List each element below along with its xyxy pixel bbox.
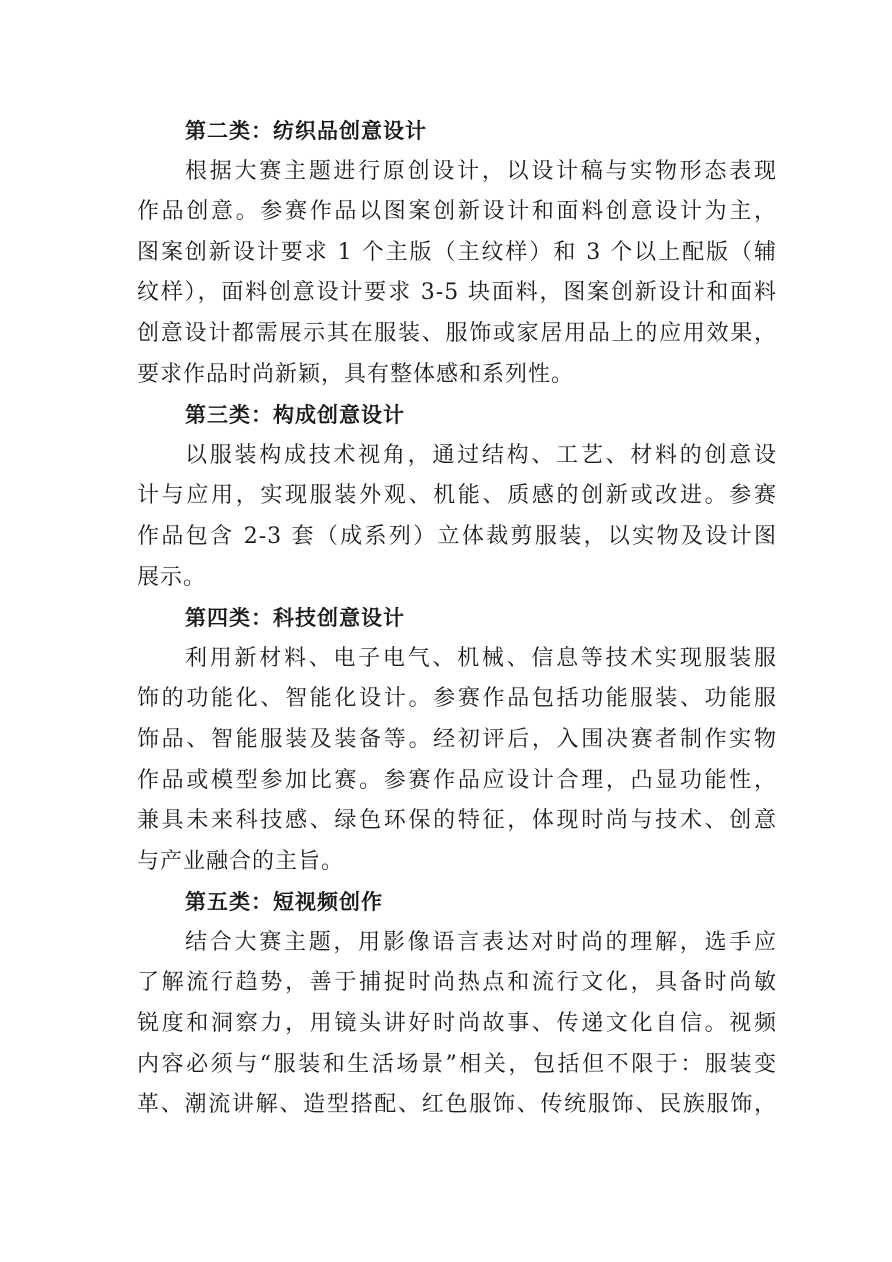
section-body-textile <box>137 152 777 396</box>
text-line: 要求作品时尚新颖，具有整体感和系列性。 <box>137 361 575 387</box>
text-line: 利用新材料、电子电气、机械、信息等技术实现服装服 <box>185 645 777 671</box>
section-heading-construction: 第三类：构成创意设计 <box>185 403 405 428</box>
section-heading-textile: 第二类：纺织品创意设计 <box>185 119 427 143</box>
text-line: 以服装构成技术视角，通过结构、工艺、材料的创意设 <box>185 442 777 468</box>
text-line: 作品创意。参赛作品以图案创新设计和面料创意设计为主， <box>137 199 777 225</box>
section-heading-tech: 第四类：科技创意设计 <box>185 606 405 631</box>
section-body-construction <box>137 436 777 598</box>
text-line: 作品或模型参加比赛。参赛作品应设计合理，凸显功能性， <box>137 767 777 793</box>
text-line: 展示。 <box>137 564 207 590</box>
section-heading-video: 第五类：短视频创作 <box>185 890 383 915</box>
text-line: 与产业融合的主旨。 <box>137 848 345 874</box>
section-body-video <box>137 923 777 1126</box>
text-line: 图案创新设计要求 1 个主版（主纹样）和 3 个以上配版（辅 <box>137 239 777 265</box>
text-line: 革、潮流讲解、造型搭配、红色服饰、传统服饰、民族服饰， <box>137 1092 777 1118</box>
section-body-tech <box>137 639 777 883</box>
text-line: 了解流行趋势，善于捕捉时尚热点和流行文化，具备时尚敏 <box>137 970 777 996</box>
document-body <box>137 111 777 1126</box>
text-line: 创意设计都需展示其在服装、服饰或家居用品上的应用效果， <box>137 320 777 346</box>
text-line: 内容必须与“服装和生活场景”相关，包括但不限于：服装变 <box>137 1051 777 1077</box>
text-line: 结合大赛主题，用影像语言表达对时尚的理解，选手应 <box>185 929 777 955</box>
text-line: 兼具未来科技感、绿色环保的特征，体现时尚与技术、创意 <box>137 808 777 834</box>
text-line: 作品包含 2-3 套（成系列）立体裁剪服装，以实物及设计图 <box>137 523 777 549</box>
text-line: 纹样），面料创意设计要求 3-5 块面料，图案创新设计和面料 <box>137 280 777 306</box>
text-line: 饰品、智能服装及装备等。经初评后，入围决赛者制作实物 <box>137 726 777 752</box>
text-line: 计与应用，实现服装外观、机能、质感的创新或改进。参赛 <box>137 483 777 509</box>
text-line: 根据大赛主题进行原创设计，以设计稿与实物形态表现 <box>185 158 777 184</box>
text-line: 锐度和洞察力，用镜头讲好时尚故事、传递文化自信。视频 <box>137 1011 777 1037</box>
text-line: 饰的功能化、智能化设计。参赛作品包括功能服装、功能服 <box>137 686 777 712</box>
